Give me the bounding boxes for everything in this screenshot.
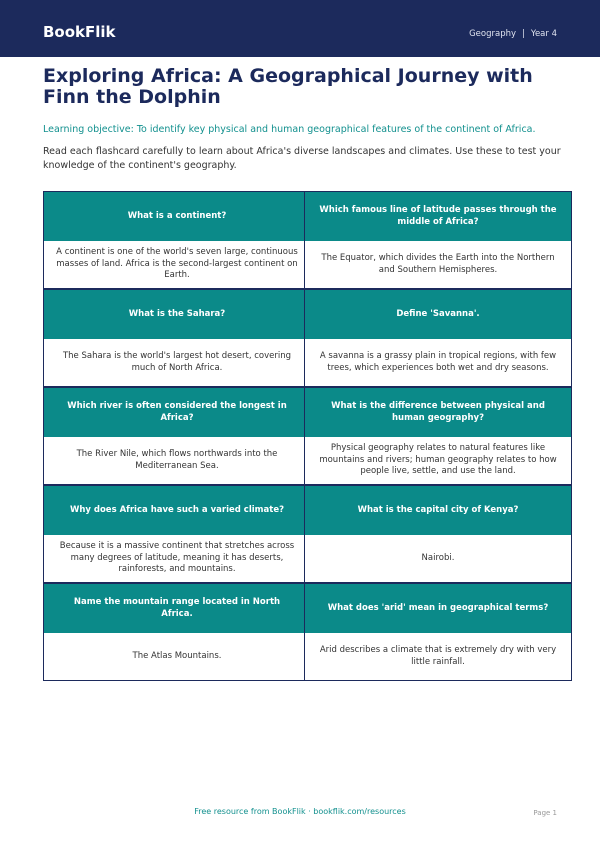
flashcard	[304, 191, 572, 289]
flashcard	[43, 583, 311, 681]
separator: |	[522, 29, 525, 39]
flashcard-answer: The River Nile, which flows northwards into the Mediterranean Sea.	[44, 437, 310, 484]
header-bar	[0, 0, 600, 57]
flashcard-question: What is the difference between physical and human geography?	[305, 388, 571, 437]
flashcard	[304, 583, 572, 681]
flashcard	[43, 485, 311, 583]
year-label: Year 4	[530, 29, 557, 39]
flashcard-question: What is a continent?	[44, 192, 310, 241]
subject-label: Geography	[469, 29, 517, 39]
flashcard	[304, 387, 572, 485]
flashcard-answer: The Sahara is the world's largest hot desert, covering much of North Africa.	[44, 339, 310, 386]
flashcard-question: Which famous line of latitude passes through the middle of Africa?	[305, 192, 571, 241]
flashcard-answer: A continent is one of the world's seven large, continuous masses of land. Africa is the second-largest continent on Earth.	[44, 241, 310, 288]
flashcard-answer: Physical geography relates to natural features like mountains and rivers; human geography relates to how people live, settle, and use the land.	[305, 437, 571, 484]
flashcard	[304, 485, 572, 583]
flashcard-answer: Nairobi.	[305, 535, 571, 582]
intro-text: Read each flashcard carefully to learn about Africa's diverse landscapes and climates. Use these to test your knowledge of the continent's geography.	[43, 146, 561, 171]
flashcard	[43, 387, 311, 485]
page-number: Page 1	[533, 809, 557, 817]
flashcard-question: What is the capital city of Kenya?	[305, 486, 571, 535]
flashcard-answer: The Equator, which divides the Earth into the Northern and Southern Hemispheres.	[305, 241, 571, 288]
flashcard-question: Why does Africa have such a varied climate?	[44, 486, 310, 535]
flashcard-answer: A savanna is a grassy plain in tropical regions, with few trees, which experiences both wet and dry seasons.	[305, 339, 571, 386]
page-title: Exploring Africa: A Geographical Journey with Finn the Dolphin	[43, 65, 533, 108]
flashcard-question: What is the Sahara?	[44, 290, 310, 339]
flashcard-question: Which river is often considered the longest in Africa?	[44, 388, 310, 437]
flashcard	[43, 289, 311, 387]
brand-logo[interactable]: BookFlik	[43, 23, 116, 41]
flashcard	[43, 191, 311, 289]
footer-link[interactable]: Free resource from BookFlik · bookflik.com/resources	[194, 807, 406, 816]
subject-year-label	[469, 28, 557, 40]
flashcard-question: Define 'Savanna'.	[305, 290, 571, 339]
flashcard-answer: Because it is a massive continent that stretches across many degrees of latitude, meaning it has deserts, rainforests, and mountains.	[44, 535, 310, 582]
learning-objective: Learning objective: To identify key physical and human geographical features of the continent of Africa.	[43, 124, 536, 135]
flashcard-question: Name the mountain range located in North Africa.	[44, 584, 310, 633]
flashcard-answer: Arid describes a climate that is extremely dry with very little rainfall.	[305, 633, 571, 680]
flashcard-answer: The Atlas Mountains.	[44, 633, 310, 680]
flashcard-question: What does 'arid' mean in geographical terms?	[305, 584, 571, 633]
flashcard	[304, 289, 572, 387]
